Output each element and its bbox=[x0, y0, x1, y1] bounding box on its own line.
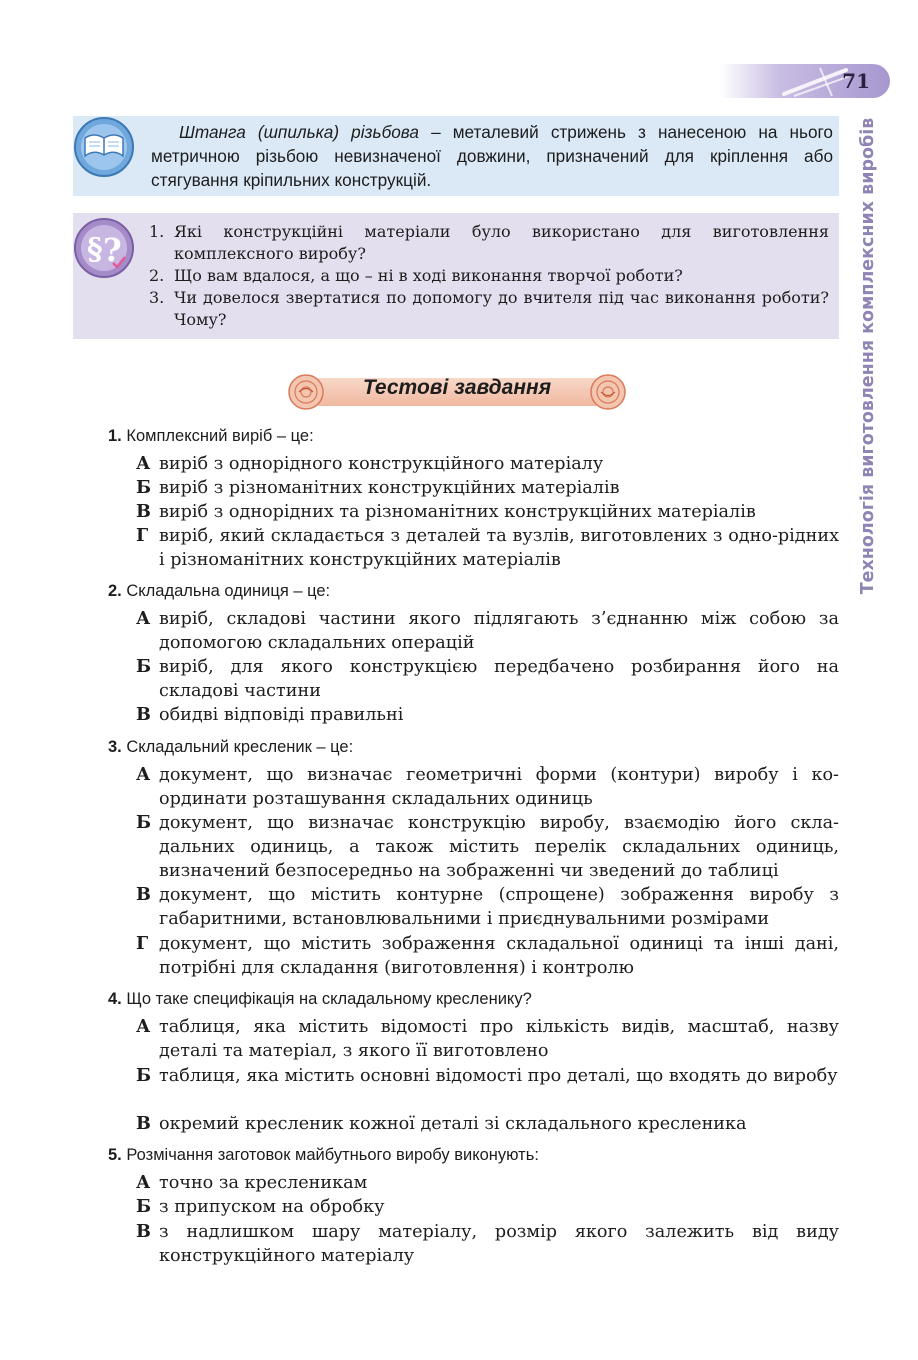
tests-heading: Тестові завдання bbox=[362, 376, 552, 399]
test-option bbox=[136, 1195, 839, 1219]
test-question bbox=[108, 580, 330, 602]
option-letter: Б bbox=[136, 812, 152, 833]
test-question-number: 1. bbox=[108, 427, 122, 445]
question-icon bbox=[73, 217, 135, 279]
test-option bbox=[136, 1171, 839, 1195]
test-option bbox=[136, 763, 839, 811]
test-question-number: 3. bbox=[108, 738, 122, 756]
option-letter: В bbox=[136, 884, 151, 905]
option-letter: В bbox=[136, 1221, 151, 1242]
review-question-number: 1. bbox=[149, 222, 165, 241]
test-question-number: 2. bbox=[108, 582, 122, 600]
option-letter: А bbox=[136, 764, 151, 785]
option-letter: Г bbox=[136, 525, 149, 546]
option-text: документ, що визначає конструкцію виробу, взаємодію його скла-дальних одиниць, а також містить перелік складальних одиниць, визначений безпосередньо на зображенні чи зведений до таблиці bbox=[159, 813, 839, 881]
test-option bbox=[136, 655, 839, 703]
test-option bbox=[136, 811, 839, 883]
review-question-text: Які конструкційні матеріали було використано для виготовлення комплексного виробу? bbox=[174, 222, 829, 263]
option-letter: В bbox=[136, 1113, 151, 1134]
test-option bbox=[136, 452, 839, 476]
option-letter: Б bbox=[136, 1065, 152, 1086]
option-letter: В bbox=[136, 501, 151, 522]
side-chapter-title-text: Технологія виготовлення комплексних виробів bbox=[858, 117, 878, 594]
option-letter: А bbox=[136, 453, 151, 474]
review-question bbox=[149, 265, 829, 287]
test-option bbox=[136, 932, 839, 980]
definition-body: – металевий стрижень з нанесеною на нього метричною різьбою невизначеної довжини, призначений для кріплення або стягування кріпильних конструкцій. bbox=[151, 122, 833, 190]
option-letter: А bbox=[136, 1016, 151, 1037]
test-option bbox=[136, 1220, 839, 1268]
test-option bbox=[136, 883, 839, 931]
definition-term: Штанга (шпилька) різьбова bbox=[179, 122, 419, 142]
test-question-number: 5. bbox=[108, 1146, 122, 1164]
test-option bbox=[136, 1015, 839, 1063]
option-text: виріб з однорідних та різноманітних конструкційних матеріалів bbox=[159, 502, 756, 522]
test-question-number: 4. bbox=[108, 990, 122, 1008]
option-text: документ, що містить контурне (спрощене) зображення виробу з габаритними, встановлювальними і приєднувальними розмірами bbox=[159, 885, 839, 929]
option-text: таблиця, яка містить основні відомості про деталі, що входять до виробу bbox=[159, 1066, 838, 1086]
option-text: виріб, який складається з деталей та вузлів, виготовлених з одно-рідних і різноманітних конструкційних матеріалів bbox=[159, 526, 839, 570]
option-letter: Б bbox=[136, 656, 152, 677]
test-question bbox=[108, 425, 314, 447]
option-text: окремий кресленик кожної деталі зі складального кресленика bbox=[159, 1114, 747, 1134]
option-text: точно за кресленикам bbox=[159, 1173, 368, 1193]
tests-heading-banner bbox=[287, 373, 627, 411]
open-book-icon bbox=[73, 116, 135, 178]
review-question-text: Що вам вдалося, а що – ні в ході виконання творчої роботи? bbox=[174, 266, 683, 285]
test-option bbox=[136, 1112, 839, 1136]
option-text: виріб, для якого конструкцією передбачено розбирання його на складові частини bbox=[159, 657, 839, 701]
test-question bbox=[108, 736, 353, 758]
option-text: документ, що містить зображення складальної одиниці та інші дані, потрібні для складання (виготовлення) і контролю bbox=[159, 934, 839, 978]
option-text: з припуском на обробку bbox=[159, 1197, 385, 1217]
option-text: обидві відповіді правильні bbox=[159, 705, 404, 725]
option-letter: А bbox=[136, 608, 151, 629]
definition-text bbox=[151, 120, 833, 192]
option-text: з надлишком шару матеріалу, розмір якого залежить від виду конструкційного матеріалу bbox=[159, 1222, 839, 1266]
test-option bbox=[136, 500, 839, 524]
review-question-number: 2. bbox=[149, 266, 165, 285]
option-letter: Б bbox=[136, 1196, 152, 1217]
option-letter: В bbox=[136, 704, 151, 725]
test-question-text: Комплексний виріб – це: bbox=[126, 427, 314, 445]
test-question-text: Розмічання заготовок майбутнього виробу виконують: bbox=[126, 1146, 539, 1164]
page-number-tab bbox=[720, 64, 890, 98]
side-chapter-title bbox=[848, 118, 888, 593]
option-letter: Б bbox=[136, 477, 152, 498]
test-question-text: Що таке специфікація на складальному кресленику? bbox=[126, 990, 532, 1008]
option-letter: Г bbox=[136, 933, 149, 954]
review-question bbox=[149, 287, 829, 331]
test-option bbox=[136, 476, 839, 500]
review-question bbox=[149, 221, 829, 265]
option-text: виріб з різноманітних конструкційних матеріалів bbox=[159, 478, 620, 498]
test-option bbox=[136, 524, 839, 572]
option-text: виріб з однорідного конструкційного матеріалу bbox=[159, 454, 604, 474]
test-question-text: Складальний кресленик – це: bbox=[126, 738, 354, 756]
pencil-ruler-icon bbox=[780, 66, 850, 98]
option-text: виріб, складові частини якого підлягають з’єднанню між собою за допомогою складальних операцій bbox=[159, 609, 839, 653]
svg-text:?: ? bbox=[103, 231, 122, 269]
review-question-number: 3. bbox=[149, 288, 165, 307]
page-number: 71 bbox=[842, 69, 870, 93]
option-text: таблиця, яка містить відомості про кількість видів, масштаб, назву деталі та матеріал, з якого її виготовлено bbox=[159, 1017, 839, 1061]
option-text: документ, що визначає геометричні форми (контури) виробу і ко-ординати розташування складальних одиниць bbox=[159, 765, 839, 809]
svg-text:§: § bbox=[87, 232, 103, 267]
review-question-text: Чи довелося звертатися по допомогу до вчителя під час виконання роботи? Чому? bbox=[174, 288, 829, 329]
test-question bbox=[108, 988, 532, 1010]
review-questions-list bbox=[149, 221, 829, 331]
test-option bbox=[136, 1064, 839, 1088]
test-question bbox=[108, 1144, 539, 1166]
test-option bbox=[136, 607, 839, 655]
definition-box bbox=[73, 116, 839, 196]
test-option bbox=[136, 703, 839, 727]
option-letter: А bbox=[136, 1172, 151, 1193]
review-questions-box bbox=[73, 213, 839, 339]
test-question-text: Складальна одиниця – це: bbox=[126, 582, 331, 600]
